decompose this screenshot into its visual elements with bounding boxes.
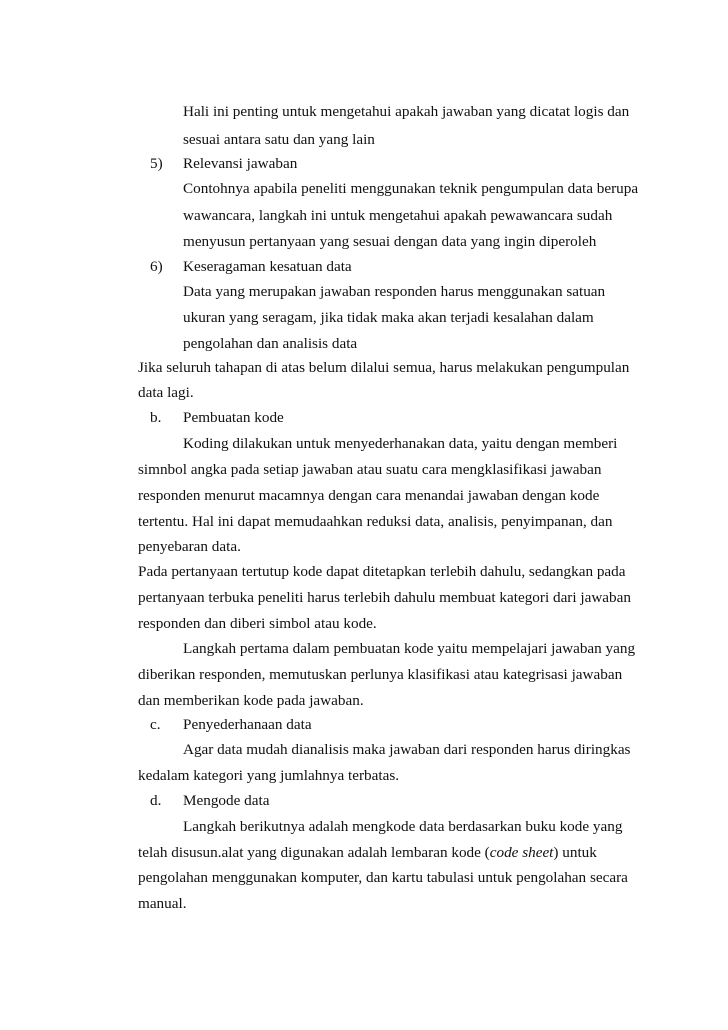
text-line: pengolahan dan analisis data	[183, 335, 358, 352]
text-line: penyebaran data.	[138, 538, 241, 555]
text-line: ukuran yang seragam, jika tidak maka akan terjadi kesalahan dalam	[183, 309, 594, 326]
italic-term: code sheet	[489, 844, 554, 861]
text-line: Langkah pertama dalam pembuatan kode yaitu mempelajari jawaban yang	[183, 640, 636, 657]
text-fragment: ) untuk	[553, 844, 597, 861]
text-line: wawancara, langkah ini untuk mengetahui apakah pewawancara sudah	[183, 207, 613, 224]
list-marker: d.	[150, 792, 162, 809]
section-b-heading	[150, 409, 284, 427]
text-line: Data yang merupakan jawaban responden harus menggunakan satuan	[183, 283, 606, 300]
text-line: diberikan responden, memutuskan perlunya klasifikasi atau kategrisasi jawaban	[138, 666, 623, 683]
text-line: Langkah berikutnya adalah mengkode data berdasarkan buku kode yang	[183, 818, 623, 835]
text-line: menyusun pertanyaan yang sesuai dengan data yang ingin diperoleh	[183, 233, 597, 250]
text-line: Agar data mudah dianalisis maka jawaban dari responden harus diringkas	[183, 741, 631, 758]
section-d-heading	[150, 792, 269, 810]
text-line: Pada pertanyaan tertutup kode dapat ditetapkan terlebih dahulu, sedangkan pada	[138, 563, 626, 580]
list-marker: b.	[150, 409, 162, 426]
text-line: sesuai antara satu dan yang lain	[183, 131, 375, 148]
text-line: Jika seluruh tahapan di atas belum dilalui semua, harus melakukan pengumpulan	[138, 359, 630, 376]
list-marker: 5)	[150, 155, 163, 172]
list-item-title: Relevansi jawaban	[183, 155, 298, 172]
list-item-6	[150, 258, 352, 276]
section-title: Mengode data	[183, 792, 270, 809]
text-line: dan memberikan kode pada jawaban.	[138, 692, 364, 709]
text-line: Contohnya apabila peneliti menggunakan teknik pengumpulan data berupa	[183, 180, 639, 197]
text-fragment: telah disusun.alat yang digunakan adalah lembaran kode (	[138, 844, 490, 861]
section-title: Pembuatan kode	[183, 409, 284, 426]
text-line: kedalam kategori yang jumlahnya terbatas.	[138, 767, 400, 784]
list-item-title: Keseragaman kesatuan data	[183, 258, 352, 275]
text-line: tertentu. Hal ini dapat memudaahkan reduksi data, analisis, penyimpanan, dan	[138, 513, 613, 530]
text-line: Koding dilakukan untuk menyederhanakan data, yaitu dengan memberi	[183, 435, 618, 452]
list-marker: 6)	[150, 258, 163, 275]
text-line: Hali ini penting untuk mengetahui apakah jawaban yang dicatat logis dan	[183, 103, 630, 120]
section-title: Penyederhanaan data	[183, 716, 312, 733]
text-line: pengolahan menggunakan komputer, dan kartu tabulasi untuk pengolahan secara	[138, 869, 628, 886]
list-item-5	[150, 155, 297, 173]
text-line: responden menurut macamnya dengan cara menandai jawaban dengan kode	[138, 487, 600, 504]
text-line: responden dan diberi simbol atau kode.	[138, 615, 377, 632]
list-marker: c.	[150, 716, 161, 733]
text-line: simnbol angka pada setiap jawaban atau suatu cara mengklasifikasi jawaban	[138, 461, 602, 478]
text-line: manual.	[138, 895, 187, 912]
text-line: pertanyaan terbuka peneliti harus terlebih dahulu membuat kategori dari jawaban	[138, 589, 631, 606]
text-line: data lagi.	[138, 384, 194, 401]
code-sheet-line	[138, 844, 597, 862]
section-c-heading	[150, 716, 312, 734]
